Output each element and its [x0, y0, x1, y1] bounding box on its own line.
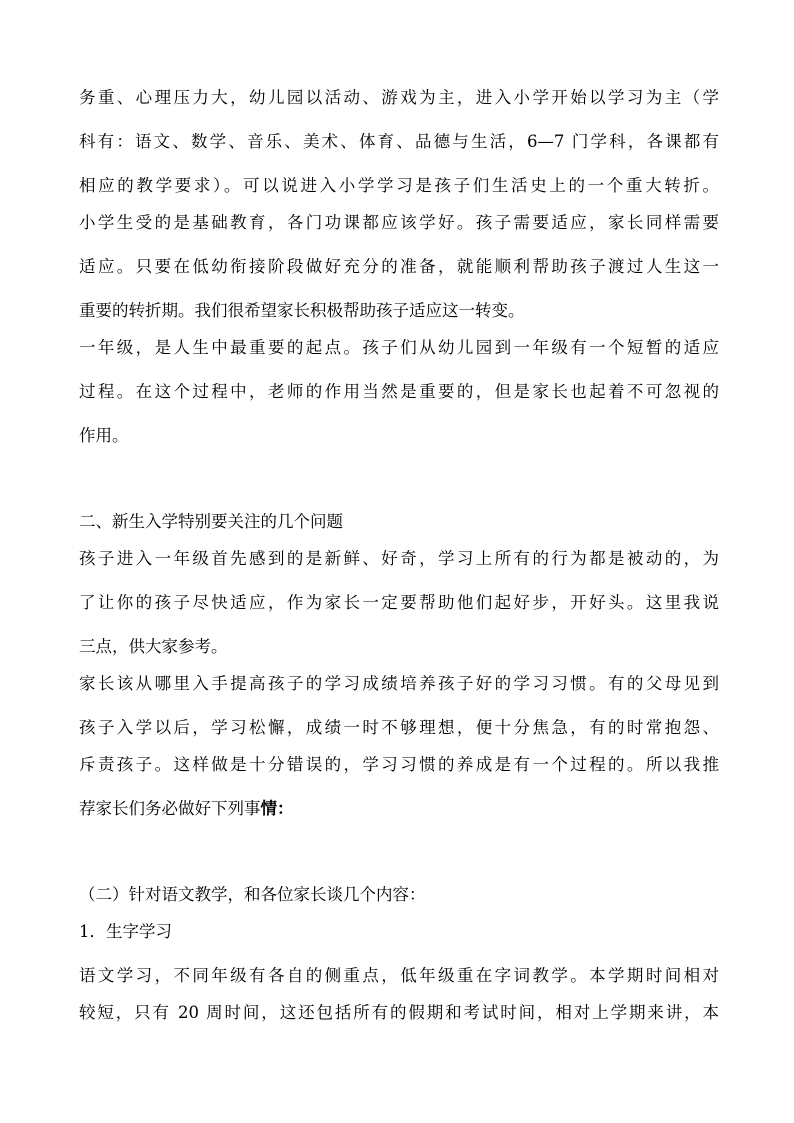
- emphasis-text: 情: [260, 799, 277, 818]
- paragraph-line: 一年级，是人生中最重要的起点。孩子们从幼儿园到一年级有一个短暂的适应: [79, 338, 719, 357]
- paragraph-line: 过程。在这个过程中，老师的作用当然是重要的，但是家长也起着不可忽视的: [79, 382, 719, 401]
- paragraph-line: 语文学习，不同年级有各自的侧重点，低年级重在字词教学。本学期时间相对: [79, 966, 719, 985]
- paragraph-text: 荐家长们务必做好下列事: [79, 799, 261, 818]
- paragraph-line: 相应的教学要求）。可以说进入小学学习是孩子们生活史上的一个重大转折。: [79, 176, 719, 195]
- paragraph-line: 重要的转折期。我们很希望家长积极帮助孩子适应这一转变。: [79, 301, 525, 320]
- paragraph-line: 斥责孩子。这样做是十分错误的，学习习惯的养成是有一个过程的。所以我推: [79, 755, 719, 774]
- paragraph-line: 务重、心理压力大，幼儿园以活动、游戏为主，进入小学开始以学习为主（学: [79, 88, 719, 107]
- paragraph-line: 作用。: [79, 426, 129, 445]
- paragraph-line: 小学生受的是基础教育，各门功课都应该学好。孩子需要适应，家长同样需要: [79, 213, 719, 232]
- paragraph-line: [79, 798, 719, 820]
- paragraph-line: 孩子入学以后，学习松懈，成绩一时不够理想，便十分焦急，有的时常抱怨、: [79, 718, 719, 737]
- subsection-heading: （二）针对语文教学，和各位家长谈几个内容：: [79, 885, 426, 904]
- paragraph-line: 适应。只要在低幼衔接阶段做好充分的准备，就能顺利帮助孩子渡过人生这一: [79, 257, 719, 276]
- paragraph-line: 三点，供大家参考。: [79, 637, 228, 656]
- paragraph-line: 家长该从哪里入手提高孩子的学习成绩培养孩子好的学习习惯。有的父母见到: [79, 674, 719, 693]
- punctuation-text: ：: [277, 799, 294, 818]
- paragraph-line: 了让你的孩子尽快适应，作为家长一定要帮助他们起好步，开好头。这里我说: [79, 593, 719, 612]
- paragraph-line: 较短，只有 20 周时间，这还包括所有的假期和考试时间，相对上学期来讲，本: [79, 1003, 719, 1022]
- section-heading: 二、新生入学特别要关注的几个问题: [79, 512, 343, 531]
- item-heading: 1．生字学习: [79, 922, 172, 941]
- paragraph-line: 孩子进入一年级首先感到的是新鲜、好奇，学习上所有的行为都是被动的，为: [79, 549, 719, 568]
- paragraph-line: 科有：语文、数学、音乐、美术、体育、品德与生活，6—7 门学科，各课都有: [79, 132, 719, 151]
